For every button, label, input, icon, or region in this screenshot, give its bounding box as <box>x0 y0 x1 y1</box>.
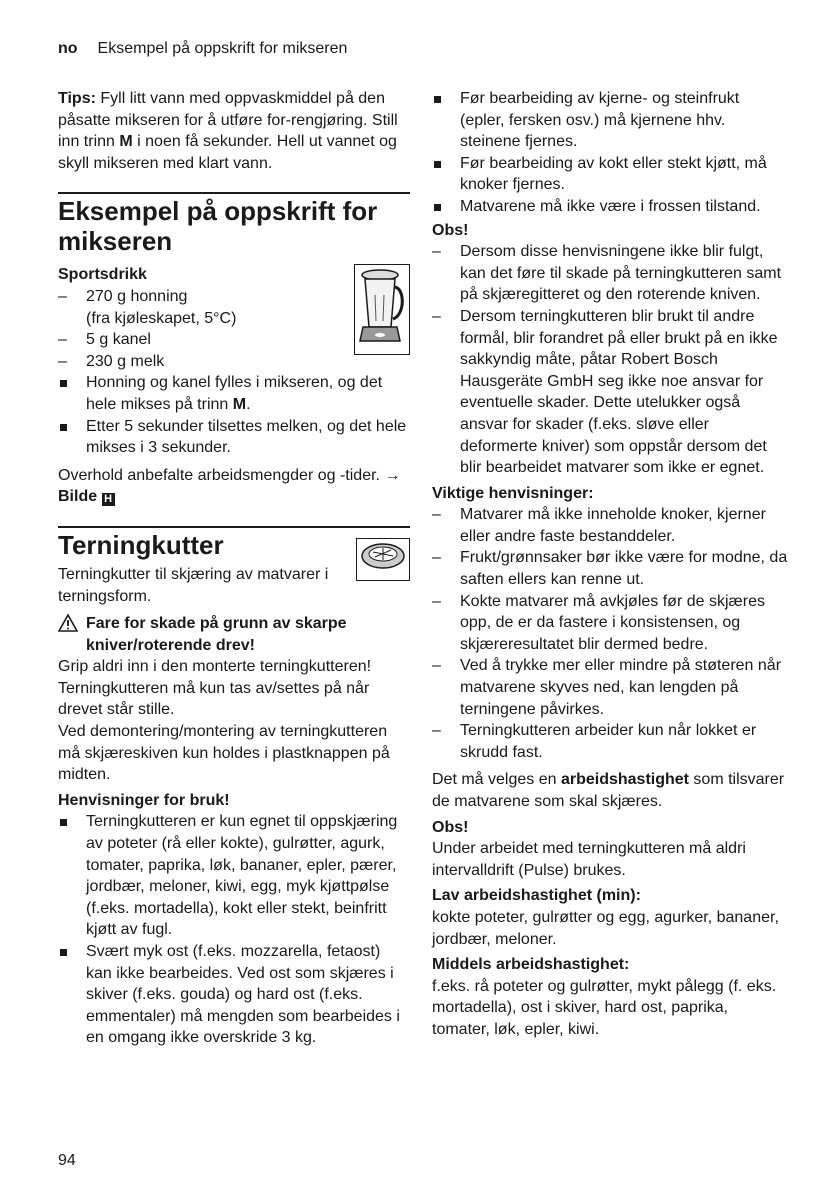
recipe-title: Eksempel på oppskrift for mikseren <box>58 196 378 257</box>
recipe-section <box>58 192 410 508</box>
observe-note: Overhold anbefalte arbeidsmengder og -tider. → Bilde H <box>58 466 401 506</box>
obs-title: Obs! <box>432 221 469 239</box>
low-speed-text: kokte poteter, gulrøtter og egg, agurker, bananer, jordbær, meloner. <box>432 908 779 948</box>
mid-speed-title: Middels arbeidshastighet: <box>432 956 630 974</box>
language-code: no <box>58 40 78 57</box>
obs-text-2: Under arbeidet med terningkutteren må aldri intervalldrift (Pulse) brukes. <box>432 840 746 879</box>
obs-list <box>432 241 788 479</box>
low-speed-title: Lav arbeidshastighet (min): <box>432 887 641 905</box>
important-list <box>432 504 788 763</box>
right-column <box>432 88 788 1041</box>
list-item: – Dersom disse henvisningene ikke blir fulgt, kan det føre til skade på terningkutteren samt på skjæregitteret og den roterende kniven. <box>432 241 788 306</box>
tip-label: Tips: <box>58 90 96 107</box>
list-item: – 5 g kanel <box>58 329 410 351</box>
left-column <box>58 88 410 1049</box>
warning-text-1: Grip aldri inn i den monterte terningkutteren! Terningkutteren må kun tas av/settes på når drevet står stille. <box>58 658 372 719</box>
preparation-list <box>432 88 788 218</box>
cutter-title: Terningkutter <box>58 529 224 560</box>
list-item: Svært myk ost (f.eks. mozzarella, fetaost) kan ikke bearbeides. Ved ost som skjæres i skiver (f.eks. gouda) og hard ost (f.eks. emmentaler) må mengden som bearbeides i en omgang ikke overskride 3 kg. <box>58 941 410 1049</box>
list-item: Før bearbeiding av kjerne- og steinfrukt (epler, fersken osv.) må kjernene hhv. steinene fjernes. <box>432 88 788 153</box>
page-number: 94 <box>58 1152 76 1169</box>
list-item: – Frukt/grønnsaker bør ikke være for modne, da saften ellers kan renne ut. <box>432 547 788 590</box>
usage-title: Henvisninger for bruk! <box>58 791 230 809</box>
header-title: Eksempel på oppskrift for mikseren <box>97 40 348 57</box>
speed-paragraph: Det må velges en arbeidshastighet som tilsvarer de matvarene som skal skjæres. <box>432 771 785 810</box>
cutter-intro: Terningkutter til skjæring av matvarer i terningsform. <box>58 565 329 605</box>
list-item: – Matvarer må ikke inneholde knoker, kjerner eller andre faste bestanddeler. <box>432 504 788 547</box>
list-item: Honning og kanel fylles i mikseren, og det hele mikses på trinn M. <box>58 372 410 415</box>
mid-speed-text: f.eks. rå poteter og gulrøtter, mykt pålegg (f. eks. mortadella), ost i skiver, hard ost, paprika, tomater, løk, epler, kiwi. <box>432 977 777 1038</box>
list-item: Matvarene må ikke være i frossen tilstand. <box>432 196 788 218</box>
cutter-section <box>58 526 410 1049</box>
figure-badge: H <box>102 493 115 506</box>
important-title: Viktige henvisninger: <box>432 484 594 502</box>
usage-list <box>58 811 410 1049</box>
list-item: – Kokte matvarer må avkjøles før de skjæres opp, de er da fastere i konsistensen, og skjæreresultatet blir dermed bedre. <box>432 591 788 656</box>
list-item: Terningkutteren er kun egnet til oppskjæring av poteter (rå eller kokte), gulrøtter, agurk, tomater, paprika, løk, bananer, epler, pærer, jordbær, meloner, kiwi, egg, myk kjøttpølse (f.eks. mortadella), kokt eller stekt, beinfritt kjøtt av fugl. <box>58 811 410 941</box>
arrow-icon: → <box>384 466 401 484</box>
tip-paragraph: Tips: Fyll litt vann med oppvaskmiddel på den påsatte mikseren for å utføre for-rengjøring. Still inn trinn M i noen få sekunder. Hell ut vannet og skyll mikseren med klart vann. <box>58 90 398 172</box>
list-item: – 230 g melk <box>58 351 410 373</box>
warning-text-2: Ved demontering/montering av terningkutteren må skjæreskiven kun holdes i plastknappen på midten. <box>58 723 390 784</box>
recipe-name: Sportsdrikk <box>58 266 147 284</box>
list-item: – Dersom terningkutteren blir brukt til andre formål, blir forandret på eller brukt på en ikke sakkyndig måte, påtar Robert Bosch Hausgeräte GmbH seg ikke noe ansvar for eventuelle skader. Dette utelukker også ansvar for skader (f.eks. sløve eller deformerte kniver) som oppstår dersom det blir bearbeidet matvarer som ikke er egnet. <box>432 306 788 479</box>
list-item: – 270 g honning (fra kjøleskapet, 5°C) <box>58 286 410 329</box>
obs-title-2: Obs! <box>432 818 469 836</box>
list-item: – Ved å trykke mer eller mindre på støteren når matvarene skyves ned, kan lengden på terningene påvirkes. <box>432 655 788 720</box>
page-header <box>58 38 347 60</box>
warning-title: Fare for skade på grunn av skarpe kniver/roterende drev! <box>58 613 410 656</box>
list-item: – Terningkutteren arbeider kun når lokket er skrudd fast. <box>432 720 788 763</box>
list-item: Før bearbeiding av kokt eller stekt kjøtt, må knoker fjernes. <box>432 153 788 196</box>
list-item: Etter 5 sekunder tilsettes melken, og det hele mikses i 3 sekunder. <box>58 416 410 459</box>
ingredient-list <box>58 286 410 459</box>
warning-icon <box>58 614 78 632</box>
dicing-disc-icon <box>356 538 410 581</box>
